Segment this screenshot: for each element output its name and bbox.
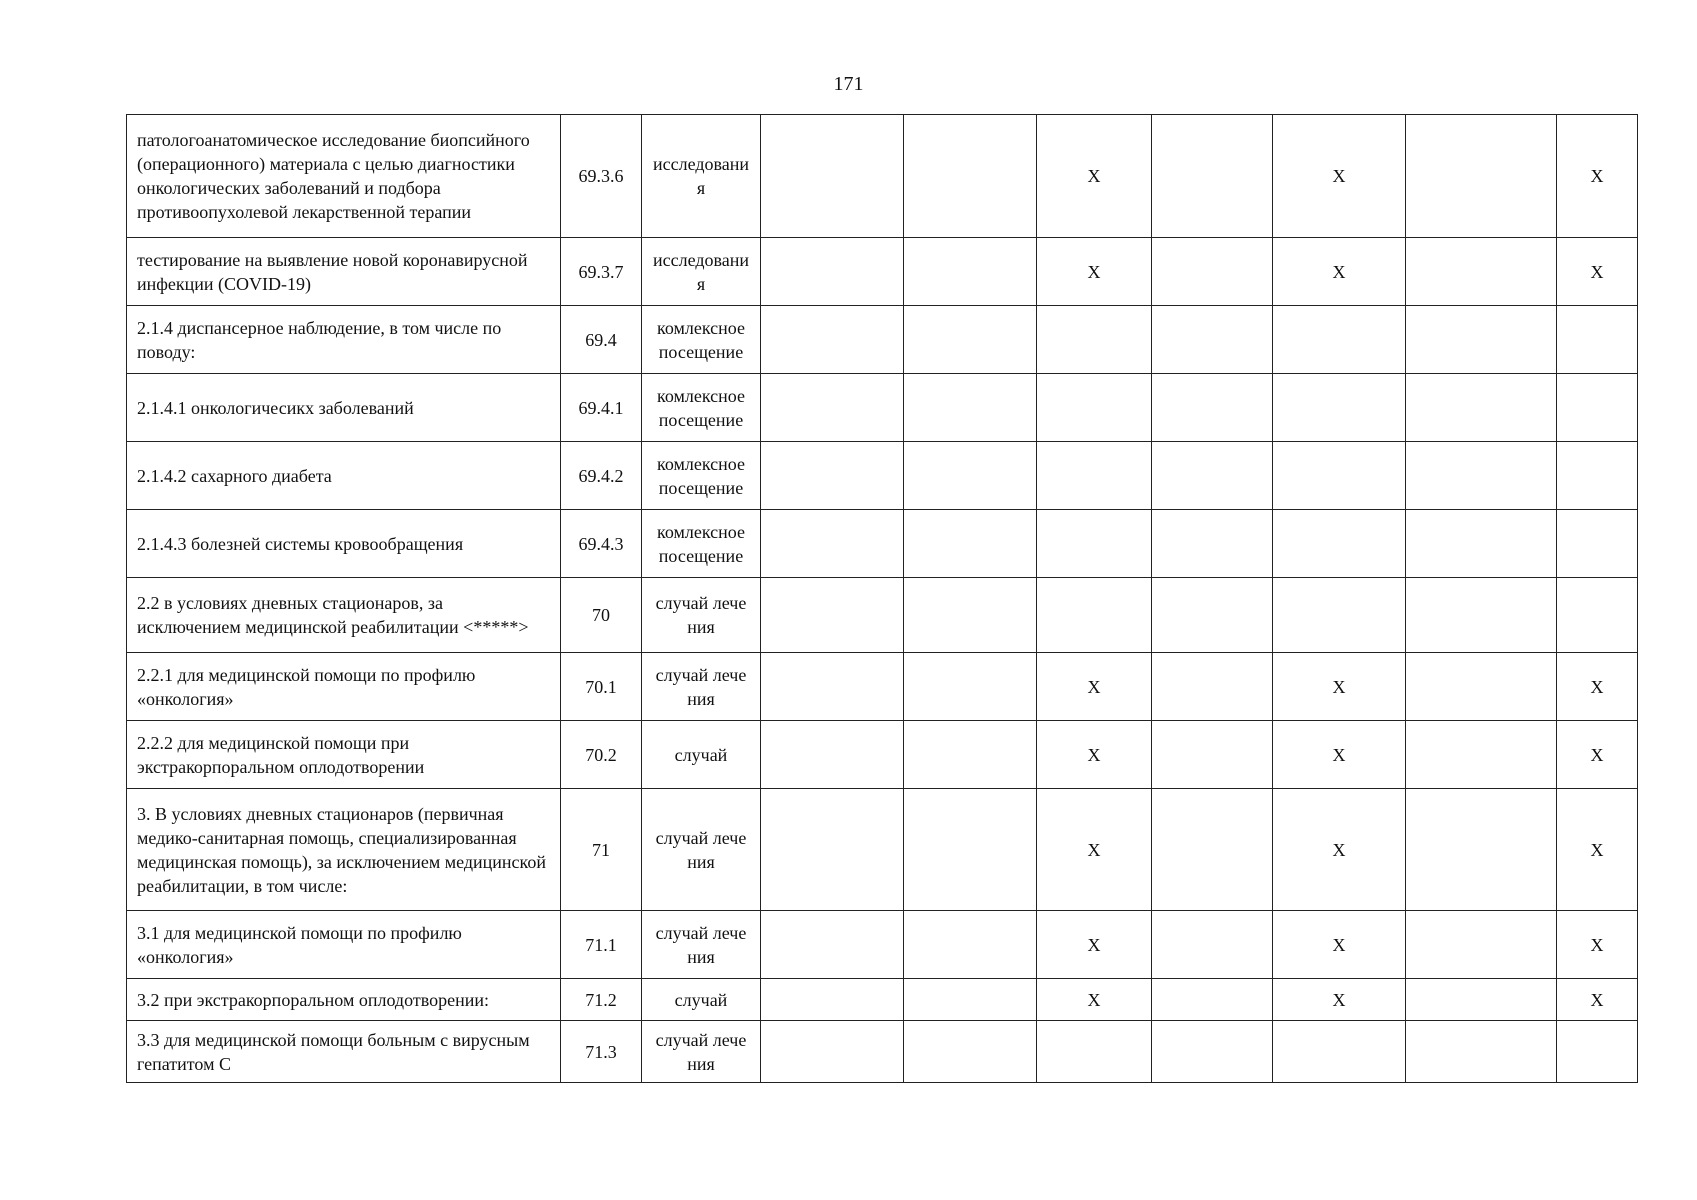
table-cell: X (1273, 789, 1406, 911)
table-cell (761, 115, 904, 238)
table-cell (761, 911, 904, 979)
row-unit-text: исследования (652, 249, 750, 294)
table-row (127, 1021, 1638, 1083)
table-cell (1152, 721, 1273, 789)
table-cell: X (1037, 115, 1152, 238)
row-code: 71.2 (561, 979, 642, 1021)
row-unit-text: комлексное посещение (657, 385, 745, 430)
table-cell (1037, 306, 1152, 374)
row-unit-text: случай лечения (655, 593, 747, 637)
table-cell (1273, 374, 1406, 442)
table-row (127, 115, 1638, 238)
table-cell (904, 238, 1037, 306)
table-cell (761, 653, 904, 721)
table-cell: X (1557, 979, 1638, 1021)
table-cell (1273, 306, 1406, 374)
row-unit (642, 238, 761, 306)
table-cell (1406, 238, 1557, 306)
table-cell: X (1557, 911, 1638, 979)
row-unit-text: случай (674, 989, 728, 1010)
row-unit-text: случай лечения (655, 922, 747, 967)
row-unit (642, 578, 761, 653)
row-description: 2.1.4 диспансерное наблюдение, в том числе по поводу: (127, 306, 561, 374)
table-cell (1152, 979, 1273, 1021)
table-cell (761, 306, 904, 374)
table-cell (904, 578, 1037, 653)
table-cell (761, 789, 904, 911)
table-cell (1406, 979, 1557, 1021)
table-cell (761, 578, 904, 653)
table-cell (1557, 374, 1638, 442)
table-cell: X (1557, 721, 1638, 789)
table-row (127, 578, 1638, 653)
row-code: 69.4.3 (561, 510, 642, 578)
row-unit (642, 911, 761, 979)
table-cell (904, 789, 1037, 911)
table-cell: X (1273, 911, 1406, 979)
table-row (127, 979, 1638, 1021)
table-cell (1406, 1021, 1557, 1083)
row-code: 70.2 (561, 721, 642, 789)
table-cell: X (1557, 238, 1638, 306)
row-code: 71 (561, 789, 642, 911)
table-row (127, 653, 1638, 721)
table-cell (904, 306, 1037, 374)
table-cell (1037, 374, 1152, 442)
row-code: 69.3.6 (561, 115, 642, 238)
row-unit (642, 653, 761, 721)
table-cell: X (1557, 789, 1638, 911)
row-description: 3.3 для медицинской помощи больным с вирусным гепатитом С (127, 1021, 561, 1083)
table-cell (1037, 1021, 1152, 1083)
table-cell (1273, 578, 1406, 653)
table-cell (1406, 442, 1557, 510)
row-unit-text: комлексное посещение (657, 317, 745, 362)
row-description: 2.1.4.2 сахарного диабета (127, 442, 561, 510)
row-code: 71.3 (561, 1021, 642, 1083)
table-cell (761, 442, 904, 510)
table-cell: X (1037, 653, 1152, 721)
row-unit (642, 510, 761, 578)
table-row (127, 789, 1638, 911)
table-cell (1152, 578, 1273, 653)
row-unit (642, 374, 761, 442)
table-cell (1152, 510, 1273, 578)
row-unit (642, 789, 761, 911)
table-cell (1406, 115, 1557, 238)
row-code: 70 (561, 578, 642, 653)
table-cell (1406, 789, 1557, 911)
table-cell (904, 510, 1037, 578)
table-cell: X (1037, 238, 1152, 306)
table-cell (1152, 911, 1273, 979)
data-table (126, 114, 1638, 1083)
table-cell (1037, 578, 1152, 653)
table-cell (761, 1021, 904, 1083)
table-cell (1152, 306, 1273, 374)
table-cell (1406, 306, 1557, 374)
table-cell (1406, 653, 1557, 721)
table-cell (904, 1021, 1037, 1083)
row-description: 2.2 в условиях дневных стационаров, за исключением медицинской реабилитации <*****> (127, 578, 561, 653)
table-cell (1152, 115, 1273, 238)
row-unit (642, 1021, 761, 1083)
row-unit-text: комлексное посещение (657, 453, 745, 498)
table-cell (904, 442, 1037, 510)
table-cell (1152, 1021, 1273, 1083)
table-cell (1557, 510, 1638, 578)
row-unit (642, 442, 761, 510)
table-cell (761, 238, 904, 306)
row-description: патологоанатомическое исследование биопсийного (операционного) материала с целью диагностики онкологических заболеваний и подбора противоопухолевой лекарственной терапии (127, 115, 561, 238)
table-cell (761, 374, 904, 442)
table-cell (1273, 442, 1406, 510)
row-description: 3.2 при экстракорпоральном оплодотворении: (127, 979, 561, 1021)
table-cell (761, 510, 904, 578)
table-row (127, 306, 1638, 374)
table-row (127, 442, 1638, 510)
row-unit-text: случай лечения (655, 664, 747, 709)
table-cell (1406, 578, 1557, 653)
row-unit-text: случай лечения (655, 1029, 747, 1074)
table-cell (1152, 238, 1273, 306)
table-cell (1037, 510, 1152, 578)
row-unit (642, 306, 761, 374)
table-cell (904, 374, 1037, 442)
table-cell: X (1557, 115, 1638, 238)
table-cell (1273, 1021, 1406, 1083)
table-cell (1406, 721, 1557, 789)
table-cell: X (1037, 789, 1152, 911)
row-description: тестирование на выявление новой коронавирусной инфекции (COVID-19) (127, 238, 561, 306)
row-description: 2.2.1 для медицинской помощи по профилю «онкология» (127, 653, 561, 721)
table-cell (1557, 578, 1638, 653)
row-unit (642, 115, 761, 238)
table-cell: X (1037, 979, 1152, 1021)
row-code: 70.1 (561, 653, 642, 721)
table-cell: X (1273, 721, 1406, 789)
table-cell (1037, 442, 1152, 510)
row-unit-text: случай (674, 744, 728, 765)
table-cell (904, 653, 1037, 721)
table-cell (904, 115, 1037, 238)
table-cell (1557, 442, 1638, 510)
table-cell: X (1037, 911, 1152, 979)
row-description: 2.1.4.1 онкологичесикх заболеваний (127, 374, 561, 442)
table-cell (1557, 306, 1638, 374)
row-code: 69.4.2 (561, 442, 642, 510)
table-cell: X (1273, 653, 1406, 721)
table-cell (1557, 1021, 1638, 1083)
table-row (127, 510, 1638, 578)
row-code: 71.1 (561, 911, 642, 979)
table-cell (761, 979, 904, 1021)
table-cell: X (1273, 979, 1406, 1021)
table-row (127, 721, 1638, 789)
table-cell (1152, 653, 1273, 721)
table-cell (904, 911, 1037, 979)
table-row (127, 238, 1638, 306)
row-code: 69.4.1 (561, 374, 642, 442)
table-cell (1152, 789, 1273, 911)
table-cell (904, 979, 1037, 1021)
table-cell: X (1557, 653, 1638, 721)
table-cell: X (1273, 115, 1406, 238)
row-description: 2.1.4.3 болезней системы кровообращения (127, 510, 561, 578)
row-unit-text: случай лечения (655, 827, 747, 872)
row-unit (642, 721, 761, 789)
page-number: 171 (833, 73, 864, 95)
table-cell (1406, 911, 1557, 979)
table-cell (761, 721, 904, 789)
row-code: 69.3.7 (561, 238, 642, 306)
table-cell (1152, 374, 1273, 442)
table-cell (1406, 374, 1557, 442)
row-description: 3.1 для медицинской помощи по профилю «онкология» (127, 911, 561, 979)
row-code: 69.4 (561, 306, 642, 374)
table-cell: X (1037, 721, 1152, 789)
table-cell (1152, 442, 1273, 510)
row-description: 3. В условиях дневных стационаров (первичная медико-санитарная помощь, специализированная медицинская помощь), за исключением медицинской реабилитации, в том числе: (127, 789, 561, 911)
table-cell (1406, 510, 1557, 578)
table-cell: X (1273, 238, 1406, 306)
table-row (127, 374, 1638, 442)
table-cell (1273, 510, 1406, 578)
row-unit-text: исследования (652, 154, 750, 198)
row-description: 2.2.2 для медицинской помощи при экстракорпоральном оплодотворении (127, 721, 561, 789)
table-row (127, 911, 1638, 979)
row-unit-text: комлексное посещение (657, 521, 745, 566)
table-cell (904, 721, 1037, 789)
row-unit (642, 979, 761, 1021)
